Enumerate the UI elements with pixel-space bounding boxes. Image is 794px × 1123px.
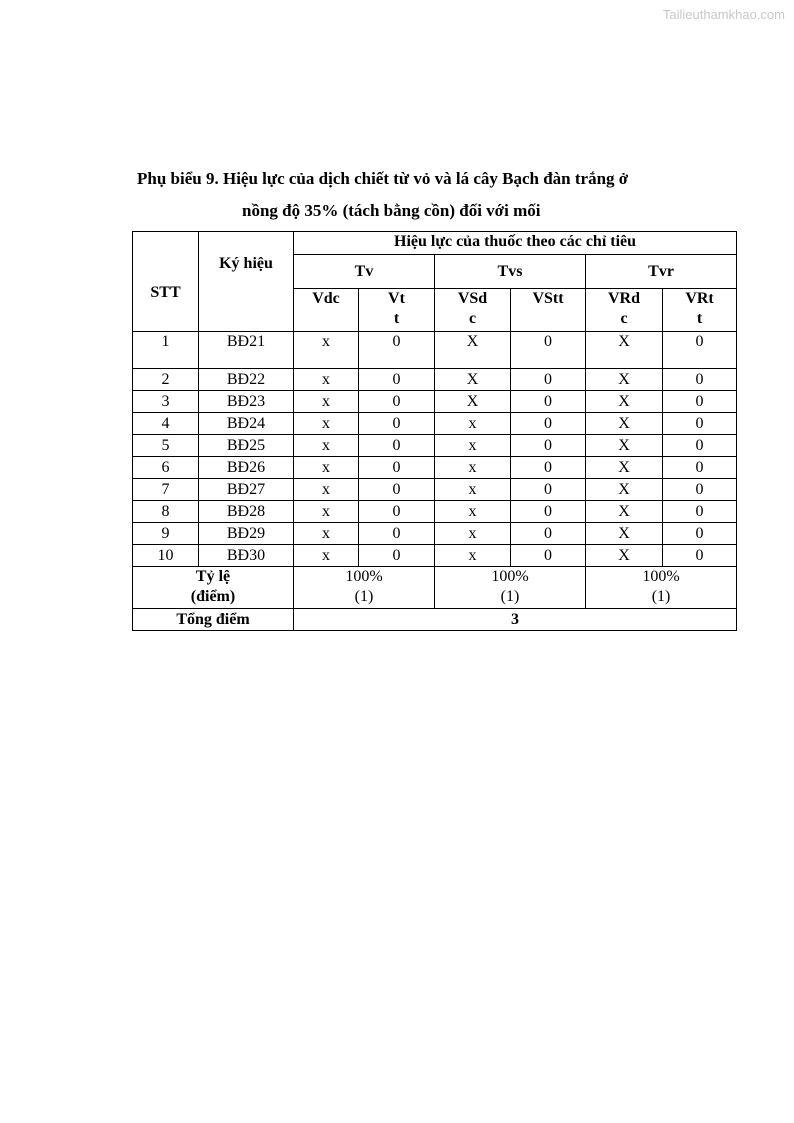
cell-ky-hieu: BĐ28: [199, 501, 294, 523]
cell-vstt: 0: [511, 479, 586, 501]
cell-ky-hieu: BĐ24: [199, 413, 294, 435]
header-group-tv: Tv: [294, 255, 435, 289]
table-row: [133, 369, 737, 391]
subheader-vsdc: [435, 289, 511, 332]
cell-vstt: 0: [511, 545, 586, 567]
cell-vdc: x: [294, 369, 359, 391]
cell-vrdc: X: [586, 391, 663, 413]
header-group-title: Hiệu lực của thuốc theo các chỉ tiêu: [294, 232, 737, 255]
cell-vrtt: 0: [663, 413, 737, 435]
subheader-vtt: [359, 289, 435, 332]
cell-vdc: x: [294, 523, 359, 545]
cell-ky-hieu: BĐ30: [199, 545, 294, 567]
cell-stt: 5: [133, 435, 199, 457]
cell-vtt: 0: [359, 545, 435, 567]
header-ky-hieu: Ký hiệu: [199, 232, 294, 332]
cell-vtt: 0: [359, 435, 435, 457]
cell-vdc: x: [294, 391, 359, 413]
ratio-tv: [294, 567, 435, 609]
cell-stt: 1: [133, 332, 199, 369]
cell-vdc: x: [294, 413, 359, 435]
ratio-tvr-pts: (1): [651, 588, 671, 605]
watermark: Tailieuthamkhao.com: [662, 7, 785, 22]
table-row: [133, 435, 737, 457]
cell-vrdc: X: [586, 332, 663, 369]
cell-vsdc: x: [435, 479, 511, 501]
cell-vrdc: X: [586, 369, 663, 391]
cell-vdc: x: [294, 332, 359, 369]
cell-ky-hieu: BĐ26: [199, 457, 294, 479]
cell-vsdc: x: [435, 545, 511, 567]
cell-ky-hieu: BĐ29: [199, 523, 294, 545]
cell-vrtt: 0: [663, 457, 737, 479]
cell-vtt: 0: [359, 369, 435, 391]
table-row: [133, 457, 737, 479]
cell-vtt: 0: [359, 523, 435, 545]
cell-vdc: x: [294, 479, 359, 501]
cell-vsdc: x: [435, 435, 511, 457]
cell-vstt: 0: [511, 523, 586, 545]
cell-vdc: x: [294, 501, 359, 523]
title-line2-text: nồng độ 35% (tách bằng cồn) đối với mối: [242, 201, 541, 220]
cell-vrdc: X: [586, 413, 663, 435]
subheader-vstt: [511, 289, 586, 332]
cell-vdc: x: [294, 545, 359, 567]
cell-vrtt: 0: [663, 523, 737, 545]
cell-vrdc: X: [586, 435, 663, 457]
cell-ky-hieu: BĐ23: [199, 391, 294, 413]
cell-vsdc: X: [435, 332, 511, 369]
cell-vstt: 0: [511, 501, 586, 523]
cell-stt: 3: [133, 391, 199, 413]
cell-vtt: 0: [359, 391, 435, 413]
title-line1-text: Phụ biểu 9. Hiệu lực của dịch chiết từ vỏ và lá cây Bạch đàn trắng ở: [137, 169, 629, 188]
cell-stt: 6: [133, 457, 199, 479]
cell-vrtt: 0: [663, 435, 737, 457]
cell-stt: 10: [133, 545, 199, 567]
cell-vtt: 0: [359, 332, 435, 369]
cell-vrdc: X: [586, 479, 663, 501]
cell-vrtt: 0: [663, 501, 737, 523]
table-row: [133, 501, 737, 523]
cell-ky-hieu: BĐ21: [199, 332, 294, 369]
subheader-vdc-l1: Vdc: [312, 290, 340, 307]
ratio-tvr-pct: 100%: [642, 568, 680, 585]
cell-vrtt: 0: [663, 545, 737, 567]
subheader-vsdc-l2: c: [468, 310, 477, 327]
ratio-tvs-pts: (1): [500, 588, 520, 605]
efficacy-table: [132, 231, 737, 631]
cell-vtt: 0: [359, 457, 435, 479]
ratio-row: [133, 567, 737, 609]
cell-vsdc: x: [435, 413, 511, 435]
subheader-vstt-l1: VStt: [532, 290, 564, 307]
table-row: [133, 479, 737, 501]
cell-vrtt: 0: [663, 369, 737, 391]
cell-vrdc: X: [586, 501, 663, 523]
cell-ky-hieu: BĐ25: [199, 435, 294, 457]
total-row: [133, 609, 737, 631]
cell-vsdc: x: [435, 501, 511, 523]
cell-vsdc: x: [435, 457, 511, 479]
ratio-label-l2: (điểm): [190, 588, 236, 605]
ratio-tv-pct: 100%: [345, 568, 383, 585]
table-row: [133, 332, 737, 369]
ratio-tvr: [586, 567, 737, 609]
table-row: [133, 523, 737, 545]
subheader-vdc: [294, 289, 359, 332]
cell-vrdc: X: [586, 457, 663, 479]
cell-stt: 2: [133, 369, 199, 391]
cell-vdc: x: [294, 435, 359, 457]
cell-vtt: 0: [359, 501, 435, 523]
cell-vstt: 0: [511, 435, 586, 457]
ratio-label-l1: Tỷ lệ: [195, 568, 231, 585]
subheader-vtt-l1: Vt: [388, 290, 405, 307]
cell-stt: 8: [133, 501, 199, 523]
ratio-tv-pts: (1): [354, 588, 374, 605]
table-row: [133, 391, 737, 413]
subheader-vrdc: [586, 289, 663, 332]
cell-vstt: 0: [511, 391, 586, 413]
ratio-label: [133, 567, 294, 609]
cell-stt: 9: [133, 523, 199, 545]
subheader-vrtt-l2: t: [696, 310, 703, 327]
cell-vsdc: x: [435, 523, 511, 545]
cell-vrtt: 0: [663, 332, 737, 369]
ratio-tvs-pct: 100%: [491, 568, 529, 585]
cell-vtt: 0: [359, 479, 435, 501]
total-value: 3: [294, 609, 737, 631]
subheader-vrdc-l2: c: [620, 310, 628, 327]
cell-vtt: 0: [359, 413, 435, 435]
cell-vstt: 0: [511, 457, 586, 479]
cell-stt: 4: [133, 413, 199, 435]
subheader-vrtt-l1: VRt: [685, 290, 714, 307]
cell-vsdc: X: [435, 369, 511, 391]
cell-vrdc: X: [586, 545, 663, 567]
subheader-vrtt: [663, 289, 737, 332]
table-row: [133, 545, 737, 567]
header-group-tvr: Tvr: [586, 255, 737, 289]
ratio-tvs: [435, 567, 586, 609]
subheader-vsdc-l1: VSd: [457, 290, 488, 307]
cell-vdc: x: [294, 457, 359, 479]
cell-vstt: 0: [511, 332, 586, 369]
cell-vstt: 0: [511, 369, 586, 391]
subheader-vtt-l2: t: [393, 310, 400, 327]
cell-ky-hieu: BĐ22: [199, 369, 294, 391]
total-label: Tổng điểm: [133, 609, 294, 631]
cell-vrtt: 0: [663, 479, 737, 501]
cell-stt: 7: [133, 479, 199, 501]
header-group-tvs: Tvs: [435, 255, 586, 289]
header-stt: STT: [133, 232, 199, 332]
cell-ky-hieu: BĐ27: [199, 479, 294, 501]
subheader-vrdc-l1: VRd: [607, 290, 640, 307]
table-row: [133, 413, 737, 435]
cell-vrtt: 0: [663, 391, 737, 413]
cell-vstt: 0: [511, 413, 586, 435]
cell-vrdc: X: [586, 523, 663, 545]
cell-vsdc: X: [435, 391, 511, 413]
